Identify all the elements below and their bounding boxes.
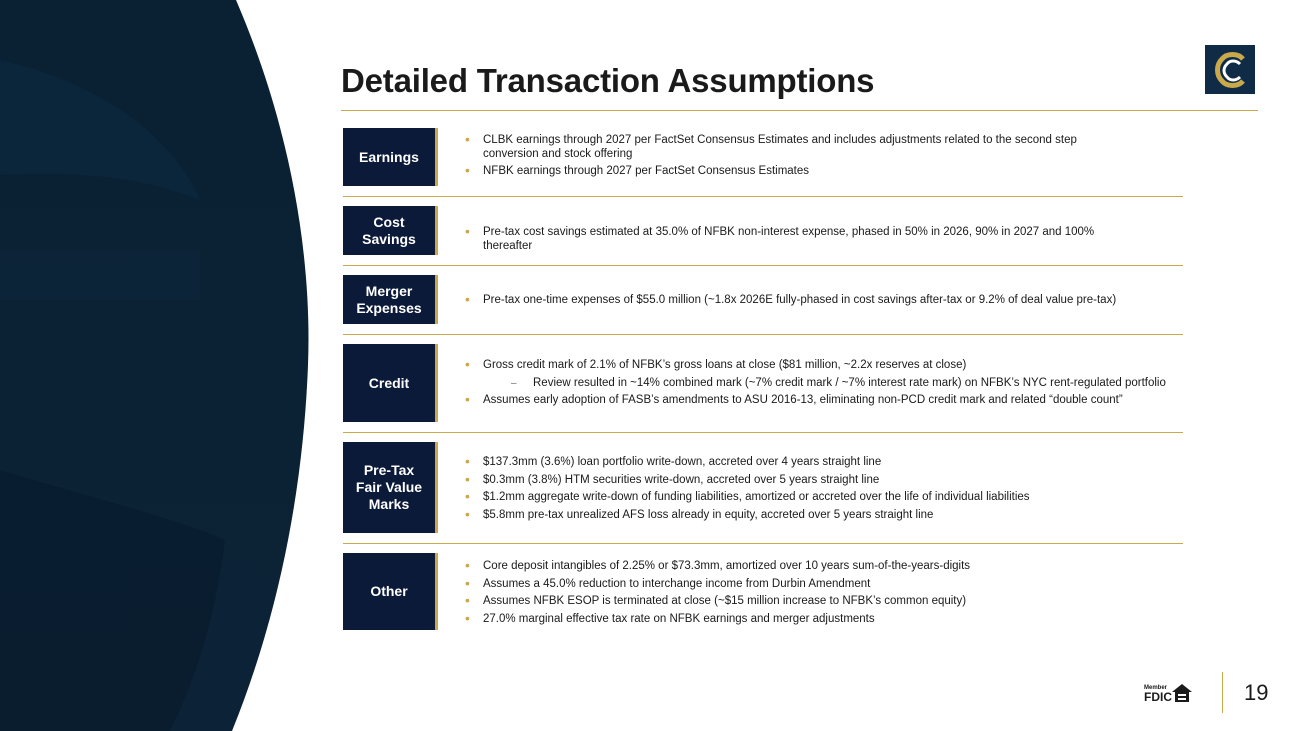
label-credit [343,344,438,422]
label-pre-tax-fair-value-marks [343,442,438,533]
list-item: • Assumes a 45.0% reduction to interchange income from Durbin Amendment [465,578,1185,592]
row-divider [343,543,1183,544]
fdic-equal-housing-logo [1144,680,1196,706]
label-pre-tax-fair-value-marks-text: Pre-Tax Fair Value Marks [355,462,423,512]
fair-value-marks-bullets [465,456,1185,526]
list-item: • $1.2mm aggregate write-down of funding liabilities, amortized or accreted over the life of individual liabilities [465,491,1185,505]
label-earnings [343,128,438,186]
label-credit-text: Credit [368,374,410,391]
svg-text:FDIC: FDIC [1144,690,1172,704]
label-merger-expenses [343,275,438,324]
title-divider [341,110,1258,111]
earnings-bullets [465,134,1115,183]
list-item: • NFBK earnings through 2027 per FactSet Consensus Estimates [465,165,1115,179]
page-number: 19 [1244,680,1269,705]
list-item: • $0.3mm (3.8%) HTM securities write-down, accreted over 5 years straight line [465,474,1185,488]
list-item: • Pre-tax one-time expenses of $55.0 million (~1.8x 2026E fully-phased in cost savings after-tax or 9.2% of deal value pre-tax) [465,294,1175,308]
list-item: • Core deposit intangibles of 2.25% or $73.3mm, amortized over 10 years sum-of-the-years-digits [465,560,1185,574]
slide-title: Detailed Transaction Assumptions [341,62,875,99]
label-other-text: Other [370,583,408,599]
company-logo [1205,45,1255,94]
list-item: • Pre-tax cost savings estimated at 35.0% of NFBK non-interest expense, phased in 50% in 2026, 90% in 2027 and 100% thereafter [465,226,1145,253]
list-item: • Assumes early adoption of FASB’s amendments to ASU 2016-13, eliminating non-PCD credit mark and related “double count” [465,394,1210,408]
row-divider [343,334,1183,335]
list-item: • 27.0% marginal effective tax rate on NFBK earnings and merger adjustments [465,613,1185,627]
svg-text:Member: Member [1144,685,1168,691]
credit-bullets [465,359,1210,408]
label-cost-savings-text: Cost Savings [362,213,416,247]
cost-savings-bullets [465,226,1145,253]
label-merger-expenses-text: Merger Expenses [356,282,422,316]
label-other [343,553,438,630]
list-item: • Assumes NFBK ESOP is terminated at close (~$15 million increase to NFBK’s common equity) [465,595,1185,609]
row-divider [343,265,1183,266]
list-item: • CLBK earnings through 2027 per FactSet Consensus Estimates and includes adjustments related to the second step conversion and stock offering [465,134,1115,161]
footer-divider [1222,672,1223,713]
merger-expenses-bullets [465,294,1175,308]
list-item: • $5.8mm pre-tax unrealized AFS loss already in equity, accreted over 5 years straight line [465,509,1185,523]
label-earnings-text: Earnings [359,148,419,165]
row-divider [343,432,1183,433]
row-divider [343,196,1183,197]
label-cost-savings [343,206,438,255]
list-item: • $137.3mm (3.6%) loan portfolio write-down, accreted over 4 years straight line [465,456,1185,470]
sub-list-item: – Review resulted in ~14% combined mark (~7% credit mark / ~7% interest rate mark) on NFBK’s NYC rent-regulated portfolio [465,377,1210,391]
other-bullets [465,560,1185,630]
list-item: • Gross credit mark of 2.1% of NFBK’s gross loans at close ($81 million, ~2.2x reserves at close) [465,359,1210,373]
